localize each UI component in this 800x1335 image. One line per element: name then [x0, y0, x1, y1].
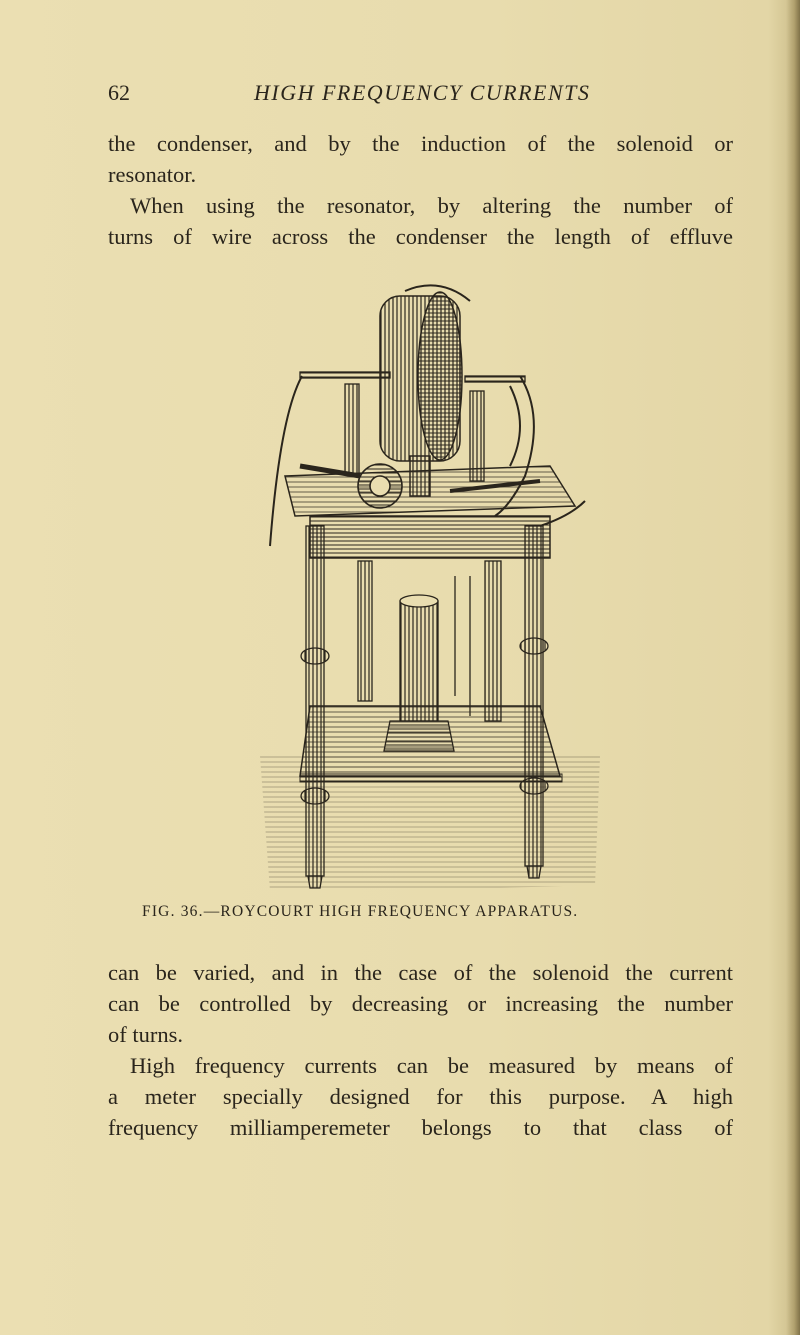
page-header [108, 80, 733, 110]
text-line: of turns. [108, 1022, 183, 1047]
text-line: High frequency currents can be measured by means of [130, 1053, 733, 1078]
figure-caption: FIG. 36.—ROYCOURT HIGH FREQUENCY APPARATUS. [142, 903, 579, 920]
text-line: a meter specially designed for this purpose. A high [108, 1084, 733, 1109]
running-title: HIGH FREQUENCY CURRENTS [254, 80, 591, 105]
text-line: When using the resonator, by altering the number of [130, 193, 733, 218]
table-apron [310, 516, 550, 558]
text-line: frequency milliamperemeter belongs to that class of [108, 1115, 733, 1140]
text-line: the condenser, and by the induction of the solenoid or [108, 131, 733, 156]
text-line: turns of wire across the condenser the length of effluve [108, 224, 733, 249]
solenoid-coil [380, 285, 470, 496]
page-edge-shadow [786, 0, 800, 1335]
page-number: 62 [108, 80, 130, 105]
paragraph-top [108, 128, 733, 252]
paragraph-bottom [108, 957, 733, 1143]
text-line: can be varied, and in the case of the solenoid the current [108, 960, 733, 985]
text-line: can be controlled by decreasing or increasing the number [108, 991, 733, 1016]
text-line: resonator. [108, 162, 197, 187]
apparatus-illustration [240, 276, 620, 896]
